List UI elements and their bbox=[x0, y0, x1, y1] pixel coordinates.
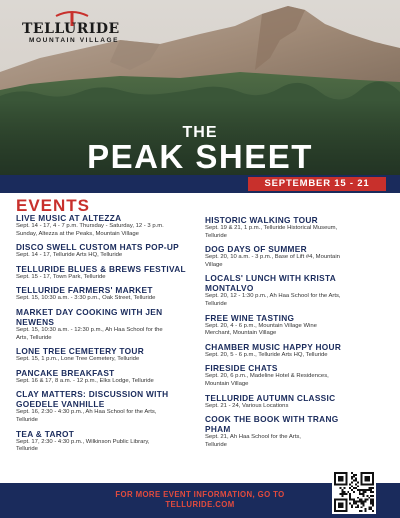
telluride-logo[interactable] bbox=[14, 8, 134, 48]
event-title: TELLURIDE AUTUMN CLASSIC bbox=[205, 392, 336, 403]
events-heading: EVENTS bbox=[16, 196, 91, 215]
event-detail: Telluride bbox=[16, 446, 38, 453]
events-column-left bbox=[16, 213, 196, 458]
event-detail: Arts, Telluride bbox=[16, 334, 52, 341]
event-detail: Mountain Village bbox=[205, 380, 249, 387]
event-title: HISTORIC WALKING TOUR bbox=[205, 215, 318, 225]
event-title: TEA & TAROT bbox=[16, 428, 75, 439]
event-title-continued: PHAM bbox=[205, 424, 231, 435]
logo-tagline: MOUNTAIN VILLAGE bbox=[29, 37, 120, 44]
event-detail: Sept. 15, 1 p.m., Lone Tree Cemetery, Telluride bbox=[16, 356, 140, 363]
event-detail: Telluride bbox=[16, 416, 38, 423]
event-detail: Sept. 16 & 17, 8 a.m. - 12 p.m., Elks Lodge, Telluride bbox=[16, 377, 154, 384]
event-detail: Telluride bbox=[205, 232, 227, 239]
event-item[interactable] bbox=[16, 429, 196, 454]
event-item[interactable] bbox=[16, 285, 196, 303]
page-title: PEAK SHEET bbox=[87, 138, 313, 175]
event-title: DISCO SWELL CUSTOM HATS POP-UP bbox=[16, 242, 179, 253]
event-item[interactable] bbox=[16, 368, 196, 386]
event-title: CLAY MATTERS: DISCUSSION WITH bbox=[16, 389, 169, 400]
event-detail: Sept. 20, 10 a.m. - 3 p.m., Base of Lift #4, Mountain bbox=[205, 254, 340, 261]
event-detail: Telluride bbox=[205, 441, 227, 448]
events-column-right bbox=[205, 215, 387, 453]
footer-info-text: FOR MORE EVENT INFORMATION, GO TO bbox=[115, 490, 285, 499]
event-item[interactable] bbox=[16, 307, 196, 342]
event-title: COOK THE BOOK WITH TRANG bbox=[205, 414, 339, 425]
event-detail: Sept. 15, 10:30 a.m. - 3:30 p.m., Oak Street, Telluride bbox=[16, 295, 156, 302]
event-item[interactable] bbox=[16, 213, 196, 238]
event-detail: Sept. 16, 2:30 - 4:30 p.m., Ah Haa School for the Arts, bbox=[16, 409, 157, 416]
event-title: FREE WINE TASTING bbox=[205, 312, 295, 323]
date-range-badge: SEPTEMBER 15 - 21 bbox=[248, 177, 386, 191]
event-title: MARKET DAY COOKING WITH JEN bbox=[16, 306, 163, 317]
event-item[interactable] bbox=[16, 264, 196, 282]
event-item[interactable] bbox=[205, 363, 387, 388]
qr-code-graphic bbox=[334, 472, 374, 512]
website-link[interactable]: TELLURIDE.COM bbox=[165, 500, 235, 509]
event-item[interactable] bbox=[205, 273, 387, 308]
event-detail: Sept. 14 - 17, 4 - 7 p.m. Thursday - Saturday, 12 - 3 p.m. bbox=[16, 223, 164, 229]
event-detail: Sept. 19 & 21, 1 p.m., Telluride Historical Museum, bbox=[205, 225, 338, 231]
event-title-continued: GOEDELE VANHILLE bbox=[16, 399, 105, 410]
event-detail: Village bbox=[205, 261, 223, 268]
event-title: CHAMBER MUSIC HAPPY HOUR bbox=[205, 341, 342, 352]
event-detail: Telluride bbox=[205, 300, 227, 307]
event-title: TELLURIDE FARMERS' MARKET bbox=[16, 285, 153, 296]
event-detail: Sept. 14 - 17, Telluride Arts HQ, Telluride bbox=[16, 252, 123, 259]
event-item[interactable] bbox=[205, 244, 387, 269]
logo-wordmark: TELLURIDE bbox=[22, 21, 120, 37]
title-the: THE bbox=[182, 124, 218, 141]
event-title: LOCALS' LUNCH WITH KRISTA bbox=[205, 273, 336, 284]
event-detail: Sept. 15, 10:30 a.m. - 12:30 p.m., Ah Haa School for the bbox=[16, 326, 163, 333]
qr-code-icon[interactable] bbox=[332, 470, 376, 514]
event-title: TELLURIDE BLUES & BREWS FESTIVAL bbox=[16, 263, 186, 274]
event-item[interactable] bbox=[205, 393, 387, 411]
event-detail: Sept. 20, 5 - 6 p.m., Telluride Arts HQ, Telluride bbox=[205, 351, 328, 358]
event-item[interactable] bbox=[205, 313, 387, 338]
event-item[interactable] bbox=[205, 414, 387, 449]
event-detail: Merchant, Mountain Village bbox=[205, 330, 277, 337]
event-title: LONE TREE CEMETERY TOUR bbox=[16, 346, 144, 357]
event-item[interactable] bbox=[205, 215, 387, 240]
event-detail: Sunday, Altezza at the Peaks, Mountain Village bbox=[16, 230, 139, 237]
event-detail: Sept. 20, 4 - 6 p.m., Mountain Village Wine bbox=[205, 322, 317, 329]
event-detail: Sept. 15 - 17, Town Park, Telluride bbox=[16, 273, 106, 280]
event-title: FIRESIDE CHATS bbox=[205, 363, 278, 374]
event-item[interactable] bbox=[16, 242, 196, 260]
event-title-continued: NEWENS bbox=[16, 316, 55, 327]
event-detail: Sept. 21 - 24, Various Locations bbox=[205, 402, 289, 409]
event-detail: Sept. 20, 12 - 1:30 p.m., Ah Haa School for the Arts, bbox=[205, 293, 341, 300]
event-item[interactable] bbox=[205, 342, 387, 360]
event-title: PANCAKE BREAKFAST bbox=[16, 367, 115, 378]
event-item[interactable] bbox=[16, 346, 196, 364]
event-title-continued: MONTALVO bbox=[205, 283, 254, 294]
event-detail: Sept. 21, Ah Haa School for the Arts, bbox=[205, 434, 301, 441]
event-detail: Sept. 20, 6 p.m., Madeline Hotel & Residences, bbox=[205, 373, 329, 380]
event-title: DOG DAYS OF SUMMER bbox=[205, 244, 307, 255]
event-title: LIVE MUSIC AT ALTEZZA bbox=[16, 213, 122, 223]
event-item[interactable] bbox=[16, 389, 196, 424]
event-detail: Sept. 17, 2:30 - 4:30 p.m., Wilkinson Public Library, bbox=[16, 438, 150, 445]
